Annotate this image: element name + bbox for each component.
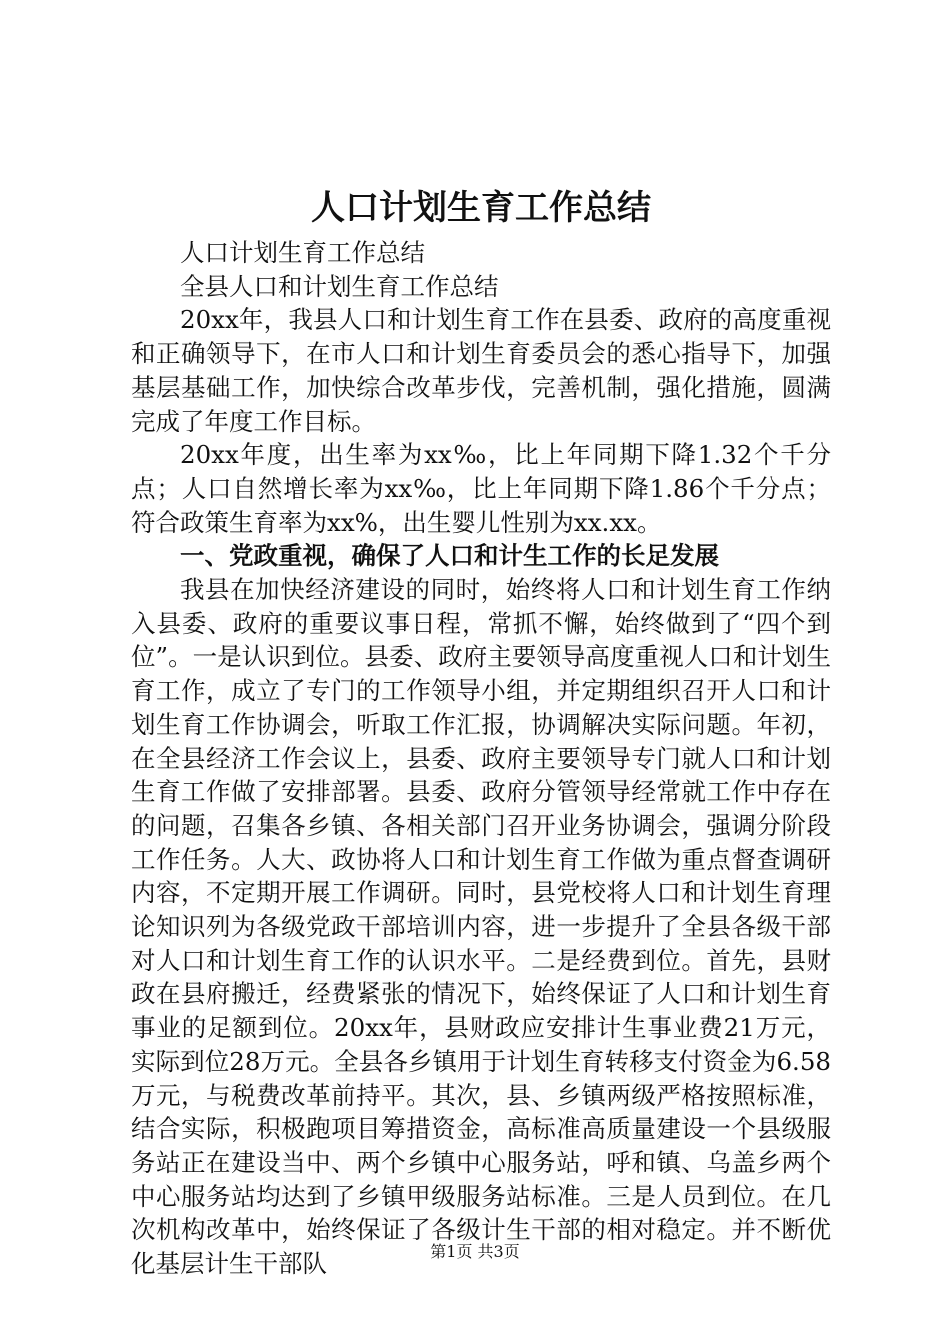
body-paragraph: 我县在加快经济建设的同时，始终将人口和计划生育工作纳入县委、政府的重要议事日程，常抓不懈，始终做到了“四个到位”。一是认识到位。县委、政府主要领导高度重视人口和计划生育工作，成立了专门的工作领导小组，并定期组织召开人口和计划生育工作协调会，听取工作汇报，协调解决实际问题。年初，在全县经济工作会议上，县委、政府主要领导专门就人口和计划生育工作做了安排部署。县委、政府分管领导经常就工作中存在的问题，召集各乡镇、各相关部门召开业务协调会，强调分阶段工作任务。人大、政协将人口和计划生育工作做为重点督查调研内容，不定期开展工作调研。同时，县党校将人口和计划生育理论知识列为各级党政干部培训内容，进一步提升了全县各级干部对人口和计划生育工作的认识水平。二是经费到位。首先，县财政在县府搬迁，经费紧张的情况下，始终保证了人口和计划生育事业的足额到位。20xx年，县财政应安排计生事业费21万元，实际到位28万元。全县各乡镇用于计划生育转移支付资金为6.58万元，与税费改革前持平。其次，县、乡镇两级严格按照标准，结合实际，积极跑项目筹措资金，高标准高质量建设一个县级服务站正在建设当中、两个乡镇中心服务站，呼和镇、乌盖乡两个中心服务站均达到了乡镇甲级服务站标准。三是人员到位。在几次机构改革中，始终保证了各级计生干部的相对稳定。并不断优化基层计生干部队	[131, 575, 831, 1279]
section-heading: 一、党政重视，确保了人口和计生工作的长足发展	[180, 541, 719, 571]
page-footer	[0, 1241, 950, 1263]
subtitle-paragraph: 人口计划生育工作总结	[180, 238, 425, 267]
page-indicator: 第1页 共3页	[430, 1242, 520, 1261]
document-body	[131, 236, 831, 1281]
body-paragraph: 20xx年度，出生率为xx‰，比上年同期下降1.32个千分点；人口自然增长率为xx‰，比上年同期下降1.86个千分点；符合政策生育率为xx%，出生婴儿性别为xx.xx。	[131, 440, 831, 537]
document-title: 人口计划生育工作总结	[311, 188, 651, 228]
document-page	[131, 0, 831, 1344]
subtitle-paragraph: 全县人口和计划生育工作总结	[180, 271, 499, 301]
body-paragraph: 20xx年，我县人口和计划生育工作在县委、政府的高度重视和正确领导下，在市人口和计划生育委员会的悉心指导下，加强基层基础工作，加快综合改革步伐，完善机制，强化措施，圆满完成了年度工作目标。	[131, 305, 831, 436]
